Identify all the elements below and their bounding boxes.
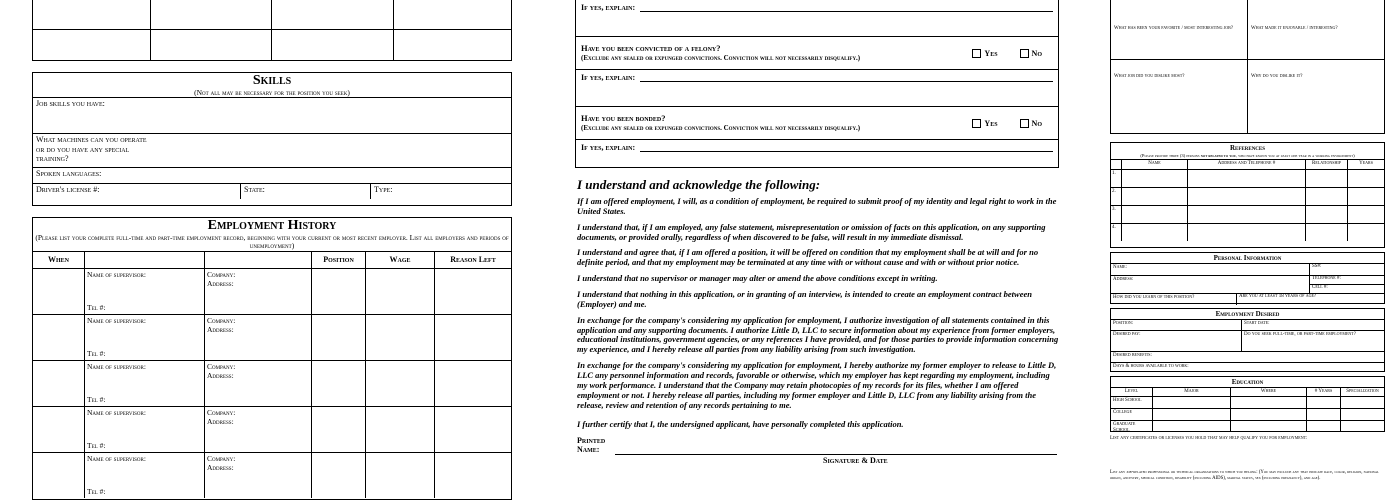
- table-row: [1111, 293, 1384, 305]
- employment-desired-title: Employment Desired: [1215, 310, 1280, 318]
- where-cell[interactable]: [1231, 397, 1307, 408]
- years-header: # Years: [1307, 388, 1341, 396]
- level-header: Level: [1111, 388, 1153, 396]
- supervisor-cell[interactable]: [85, 453, 205, 498]
- where-cell[interactable]: [1231, 421, 1307, 432]
- company-cell[interactable]: [205, 407, 312, 452]
- specialization-header: Specialization: [1346, 388, 1379, 394]
- name-cell[interactable]: [1122, 188, 1188, 205]
- row-number: 4.: [1111, 224, 1122, 241]
- reference-row: [1111, 187, 1384, 205]
- state-label: State:: [244, 185, 265, 195]
- reason-cell[interactable]: [435, 361, 511, 406]
- company-cell[interactable]: [205, 269, 312, 314]
- conviction-questions-section: [575, 0, 1059, 168]
- table-row: [33, 0, 511, 30]
- years-cell[interactable]: [1307, 409, 1341, 420]
- company-label: Company:: [207, 269, 236, 279]
- education-row: [1111, 408, 1384, 420]
- specialization-cell[interactable]: [1341, 421, 1384, 432]
- position-cell[interactable]: [312, 407, 366, 452]
- employment-history-row: [33, 268, 511, 314]
- bonded-yes-choice: [972, 119, 997, 128]
- when-cell[interactable]: [33, 407, 85, 452]
- wage-header: Wage: [366, 252, 435, 268]
- favorite-job-cell[interactable]: [1111, 0, 1248, 59]
- empty-cell[interactable]: [272, 30, 394, 60]
- bonded-question-text: [581, 113, 860, 132]
- acknowledgment-paragraph: I understand that no supervisor or manager may alter or amend the above conditions except in writing.: [577, 273, 938, 284]
- relationship-cell[interactable]: [1306, 224, 1348, 241]
- supervisor-label: Name of supervisor:: [87, 269, 146, 279]
- desired-pay-field[interactable]: Desired pay:: [1113, 332, 1141, 338]
- bonded-no-choice: [1020, 119, 1042, 128]
- middle-page: [575, 0, 1059, 500]
- empty-cell[interactable]: [33, 0, 151, 29]
- specialization-cell[interactable]: [1341, 409, 1384, 420]
- name-cell[interactable]: [1122, 224, 1188, 241]
- position-cell[interactable]: [312, 361, 366, 406]
- specialization-cell[interactable]: [1341, 397, 1384, 408]
- address-telephone-cell[interactable]: [1188, 188, 1306, 205]
- years-cell[interactable]: [1348, 188, 1384, 205]
- felony-question-row: [576, 36, 1058, 70]
- explain-write-line[interactable]: [640, 3, 1053, 12]
- employment-history-row: [33, 360, 511, 406]
- address-label: Address:: [207, 371, 234, 381]
- learn-position-field[interactable]: How did you learn of this position?: [1113, 295, 1195, 301]
- references-subtitle: [1111, 153, 1384, 159]
- references-subtitle-pre: (Please provide three (3) persons: [1140, 153, 1201, 159]
- row-number: 1.: [1111, 170, 1122, 187]
- tel-label: Tel #:: [87, 486, 106, 496]
- level-label-cell: Graduate School: [1111, 421, 1153, 432]
- tel-label: Tel #:: [87, 348, 106, 358]
- major-cell[interactable]: [1153, 397, 1231, 408]
- relationship-cell[interactable]: [1306, 206, 1348, 223]
- tel-label: Tel #:: [87, 394, 106, 404]
- relationship-header: Relationship: [1306, 160, 1348, 169]
- education-header-row: [1111, 387, 1384, 396]
- position-cell[interactable]: [312, 453, 366, 498]
- table-row: [1111, 330, 1384, 351]
- reference-row: [1111, 223, 1384, 241]
- employment-history-row: [33, 314, 511, 360]
- explain-label: If yes, explain:: [581, 3, 636, 12]
- printed-name-line[interactable]: [615, 442, 1057, 455]
- yes-checkbox[interactable]: [972, 119, 981, 128]
- row-number: 2.: [1111, 188, 1122, 205]
- table-row: [1111, 60, 1384, 133]
- left-page: [32, 0, 512, 500]
- empty-cell[interactable]: [151, 30, 272, 60]
- where-cell[interactable]: [1231, 409, 1307, 420]
- machines-field[interactable]: [33, 133, 511, 167]
- acknowledgment-heading: I understand and acknowledge the following:: [577, 177, 821, 192]
- education-row: [1111, 420, 1384, 432]
- address-label: Address:: [207, 463, 234, 473]
- years-cell[interactable]: [1307, 397, 1341, 408]
- bonded-question-row: [576, 106, 1058, 140]
- wage-cell[interactable]: [366, 453, 435, 498]
- table-row: [1111, 263, 1384, 275]
- position-cell[interactable]: [312, 269, 366, 314]
- address-label: Address:: [207, 279, 234, 289]
- reason-left-header: Reason Left: [450, 255, 496, 265]
- tel-label: Tel #:: [87, 302, 106, 312]
- table-row: [1111, 275, 1384, 293]
- company-cell[interactable]: [205, 453, 312, 498]
- address-telephone-header: Address and Telephone #: [1188, 160, 1306, 169]
- supervisor-label: Name of supervisor:: [87, 361, 146, 371]
- skills-subtitle: (Not all may be necessary for the position you seek): [194, 87, 350, 97]
- company-label: Company:: [207, 315, 236, 325]
- bonded-question-label: Have you been bonded?: [581, 113, 666, 124]
- address-label: Address:: [207, 325, 234, 335]
- relationship-cell[interactable]: [1306, 170, 1348, 187]
- level-label-cell: College: [1111, 409, 1153, 420]
- table-row: [1111, 319, 1384, 330]
- address-telephone-cell[interactable]: [1188, 206, 1306, 223]
- acknowledgment-paragraph: In exchange for the company's considering my application for employment, I authorize investigation of all statements contained in this application and any supporting documents. I authorize Little D, LLC to secure information about my experience from former employers, educational institutions, government agencies, or any references I have provided, and for those parties to provide information concerning my experience, and I hereby release all parties from any liability arising from such investigation.: [577, 314, 1059, 355]
- table-row: [33, 30, 511, 60]
- major-cell[interactable]: [1153, 409, 1231, 420]
- name-field[interactable]: Name:: [1113, 265, 1127, 271]
- ssn-field[interactable]: SS#:: [1309, 264, 1384, 275]
- explain-write-line[interactable]: [640, 73, 1053, 82]
- relationship-cell[interactable]: [1306, 188, 1348, 205]
- bonded-choices: [972, 119, 1042, 128]
- languages-label: Spoken languages:: [36, 169, 102, 179]
- explain-label: If yes, explain:: [581, 143, 636, 152]
- license-row: [33, 183, 511, 199]
- reason-cell[interactable]: [435, 315, 511, 360]
- address-label: Address:: [207, 417, 234, 427]
- license-field[interactable]: [33, 184, 241, 199]
- age-field[interactable]: Are you at least 18 years of age?: [1236, 294, 1384, 305]
- desired-benefits-field[interactable]: Desired benefits:: [1111, 351, 1384, 362]
- dislike-job-cell[interactable]: [1111, 60, 1248, 133]
- level-label-cell: High School: [1111, 397, 1153, 408]
- employment-history-title: Employment History: [207, 218, 337, 233]
- no-checkbox[interactable]: [1020, 119, 1029, 128]
- position-header: Position: [312, 252, 366, 268]
- printed-name-label: Printed Name:: [577, 436, 606, 454]
- languages-field[interactable]: [33, 167, 511, 183]
- supervisor-cell[interactable]: [85, 269, 205, 314]
- table-row: [1111, 0, 1384, 60]
- supervisor-label: Name of supervisor:: [87, 453, 146, 463]
- telephone-field[interactable]: Telephone #:: [1310, 276, 1384, 285]
- major-header: Major: [1153, 388, 1231, 396]
- enjoyable-cell[interactable]: [1248, 0, 1384, 59]
- felony-choices: [972, 49, 1042, 58]
- years-header: Years: [1359, 161, 1373, 167]
- number-header: [1111, 160, 1122, 169]
- license-type-field[interactable]: [371, 184, 511, 199]
- name-cell[interactable]: [1122, 206, 1188, 223]
- certificates-field[interactable]: List any certificates or licenses you hold that may help qualify you for employment:: [1110, 436, 1308, 441]
- skills-section: [32, 72, 512, 206]
- years-cell[interactable]: [1348, 170, 1384, 187]
- company-header: [205, 252, 312, 268]
- major-cell[interactable]: [1153, 421, 1231, 432]
- empty-cell[interactable]: [394, 0, 511, 29]
- wage-cell[interactable]: [366, 407, 435, 452]
- no-label: No: [1031, 48, 1042, 58]
- supervisor-cell[interactable]: [85, 407, 205, 452]
- company-label: Company:: [207, 453, 236, 463]
- reason-cell[interactable]: [435, 407, 511, 452]
- cell-field[interactable]: Cell #:: [1312, 285, 1328, 291]
- address-telephone-cell[interactable]: [1188, 224, 1306, 241]
- position-field[interactable]: Position:: [1113, 321, 1134, 327]
- wage-cell[interactable]: [366, 269, 435, 314]
- where-header: Where: [1231, 388, 1307, 396]
- acknowledgment-paragraph: If I am offered employment, I will, as a condition of employment, be required to submit proof of my identity and legal right to work in the United States.: [577, 196, 1057, 216]
- explain-row: [576, 140, 1058, 167]
- right-page: [1110, 0, 1385, 500]
- acknowledgment-paragraph: I understand and agree that, if I am offered a position, it will be offered on condition that my employment shall be at will and for no definite period, and that my employment may be terminated at any time with or without cause and with or without prior notice.: [577, 247, 1039, 268]
- company-cell[interactable]: [205, 361, 312, 406]
- references-subtitle-post: , who have known you at least one year in a working environment): [1235, 153, 1355, 159]
- acknowledgment-paragraphs: [577, 197, 1059, 436]
- row-number: 3.: [1111, 206, 1122, 223]
- explain-write-line[interactable]: [640, 143, 1053, 152]
- when-cell[interactable]: [33, 361, 85, 406]
- job-questions-table: [1110, 0, 1385, 134]
- certify-statement: I further certify that I, the undersigned applicant, have personally completed this application.: [577, 419, 904, 430]
- why-dislike-label: Why do you dislike it?: [1251, 74, 1303, 79]
- company-label: Company:: [207, 407, 236, 417]
- supervisor-cell[interactable]: [85, 315, 205, 360]
- supervisor-label: Name of supervisor:: [87, 315, 146, 325]
- personal-information-section: [1110, 252, 1385, 304]
- reference-row: [1111, 205, 1384, 223]
- acknowledgment-paragraph: I understand that nothing in this application, or in granting of an interview, is intended to create an employment contract between (Employer) and me.: [577, 289, 1032, 309]
- felony-question-text: [581, 43, 860, 62]
- reason-cell[interactable]: [435, 269, 511, 314]
- personal-information-title: Personal Information: [1213, 254, 1282, 262]
- company-cell[interactable]: [205, 315, 312, 360]
- yes-label: Yes: [984, 118, 998, 128]
- company-label: Company:: [207, 361, 236, 371]
- references-subtitle-bold: not related to you: [1200, 153, 1236, 159]
- when-header: When: [33, 252, 85, 268]
- years-cell[interactable]: [1348, 206, 1384, 223]
- previous-section-table: [32, 0, 512, 61]
- printed-name-row: [577, 437, 1057, 455]
- license-state-field[interactable]: [241, 184, 371, 199]
- references-title: References: [1229, 144, 1266, 152]
- phone-fields: [1309, 276, 1384, 293]
- wage-cell[interactable]: [366, 315, 435, 360]
- favorite-job-label: What has been your favorite / most interesting job?: [1114, 26, 1234, 32]
- enjoyable-label: What made it enjoyable / interesting?: [1251, 26, 1338, 32]
- education-title: Education: [1231, 378, 1264, 386]
- skills-title: Skills: [252, 73, 292, 88]
- explain-row: [576, 0, 1058, 36]
- explain-row: [576, 70, 1058, 106]
- supervisor-cell[interactable]: [85, 361, 205, 406]
- machines-label: What machines can you operate or do you have any special training?: [36, 135, 147, 163]
- employment-history-header-row: [33, 251, 511, 268]
- felony-question-label: Have you been convicted of a felony?: [581, 43, 721, 54]
- reason-cell[interactable]: [435, 453, 511, 498]
- years-cell[interactable]: [1307, 421, 1341, 432]
- education-row: [1111, 396, 1384, 408]
- felony-yes-choice: [972, 49, 997, 58]
- name-header: Name: [1122, 160, 1188, 169]
- empty-cell[interactable]: [272, 0, 394, 29]
- dislike-job-label: What job did you dislike most?: [1114, 74, 1185, 79]
- no-label: No: [1031, 118, 1042, 128]
- fulltime-parttime-field[interactable]: Do you seek full-time, or part-time employment?: [1241, 331, 1384, 351]
- employment-desired-section: [1110, 308, 1385, 372]
- employment-history-row: [33, 406, 511, 452]
- signature-date-label: Signature & Date: [823, 456, 888, 465]
- address-telephone-cell[interactable]: [1188, 170, 1306, 187]
- empty-cell[interactable]: [33, 30, 151, 60]
- type-label: Type:: [374, 185, 393, 195]
- employment-history-section: [32, 217, 512, 500]
- employment-history-row: [33, 452, 511, 498]
- empty-cell[interactable]: [151, 0, 272, 29]
- supervisor-label: Name of supervisor:: [87, 407, 146, 417]
- yes-label: Yes: [984, 48, 998, 58]
- employment-history-subtitle: (Please list your complete full-time and part-time employment record, beginning with your current or most recent employer. List all employers and periods of unemployment): [35, 232, 509, 251]
- days-hours-field[interactable]: Days & hours available to work:: [1111, 362, 1384, 373]
- organizations-field[interactable]: List any job-related professional or technical organizations to which you belong: (You may exclude any that indicate race, color, religion, national origin, ancestry, medical condition, disability (including AIDS), marital status, sex (including pregnancy), and age).: [1110, 470, 1379, 482]
- references-header-row: [1111, 159, 1384, 169]
- wage-cell[interactable]: [366, 361, 435, 406]
- job-skills-label: Job skills you have:: [36, 99, 105, 109]
- when-cell[interactable]: [33, 453, 85, 498]
- education-section: [1110, 376, 1385, 432]
- bonded-question-note: (Exclude any sealed or expunged convictions. Conviction will not necessarily disqualify.): [581, 123, 861, 132]
- start-date-field[interactable]: Start date:: [1241, 320, 1384, 330]
- no-checkbox[interactable]: [1020, 49, 1029, 58]
- felony-no-choice: [1020, 49, 1042, 58]
- acknowledgment-paragraph: I understand that, if I am employed, any false statement, misrepresentation or omission of facts on this application, on any supporting documents, or provided orally, regardless of when discovered to be false, will result in my immediate dismissal.: [577, 221, 1046, 242]
- acknowledgment-paragraph: In exchange for the company's considering my application for employment, I hereby authorize my former employer to release to Little D, LLC any personnel information and records, favorable or otherwise, which my employer has kept regarding my employment, including my work performance. I understand that the Company may retain photocopies of my records for its files, whether I am offered employment or not. I hereby release all parties, including my former employer and Little D, LLC from any liability arising from the release, review and retention of any records pertaining to me.: [577, 360, 1057, 410]
- name-cell[interactable]: [1122, 170, 1188, 187]
- felony-question-note: (Exclude any sealed or expunged convictions. Conviction will not necessarily disqualify.): [581, 53, 861, 62]
- reference-row: [1111, 169, 1384, 187]
- position-cell[interactable]: [312, 315, 366, 360]
- supervisor-header: [85, 252, 205, 268]
- empty-cell[interactable]: [394, 30, 511, 60]
- license-label: Driver's license #:: [36, 185, 100, 195]
- address-field[interactable]: Address:: [1113, 277, 1134, 283]
- explain-label: If yes, explain:: [581, 73, 636, 82]
- job-skills-field[interactable]: [33, 97, 511, 133]
- years-cell[interactable]: [1348, 224, 1384, 241]
- references-section: [1110, 142, 1385, 248]
- when-cell[interactable]: [33, 269, 85, 314]
- yes-checkbox[interactable]: [972, 49, 981, 58]
- why-dislike-cell[interactable]: [1248, 60, 1384, 133]
- tel-label: Tel #:: [87, 440, 106, 450]
- when-cell[interactable]: [33, 315, 85, 360]
